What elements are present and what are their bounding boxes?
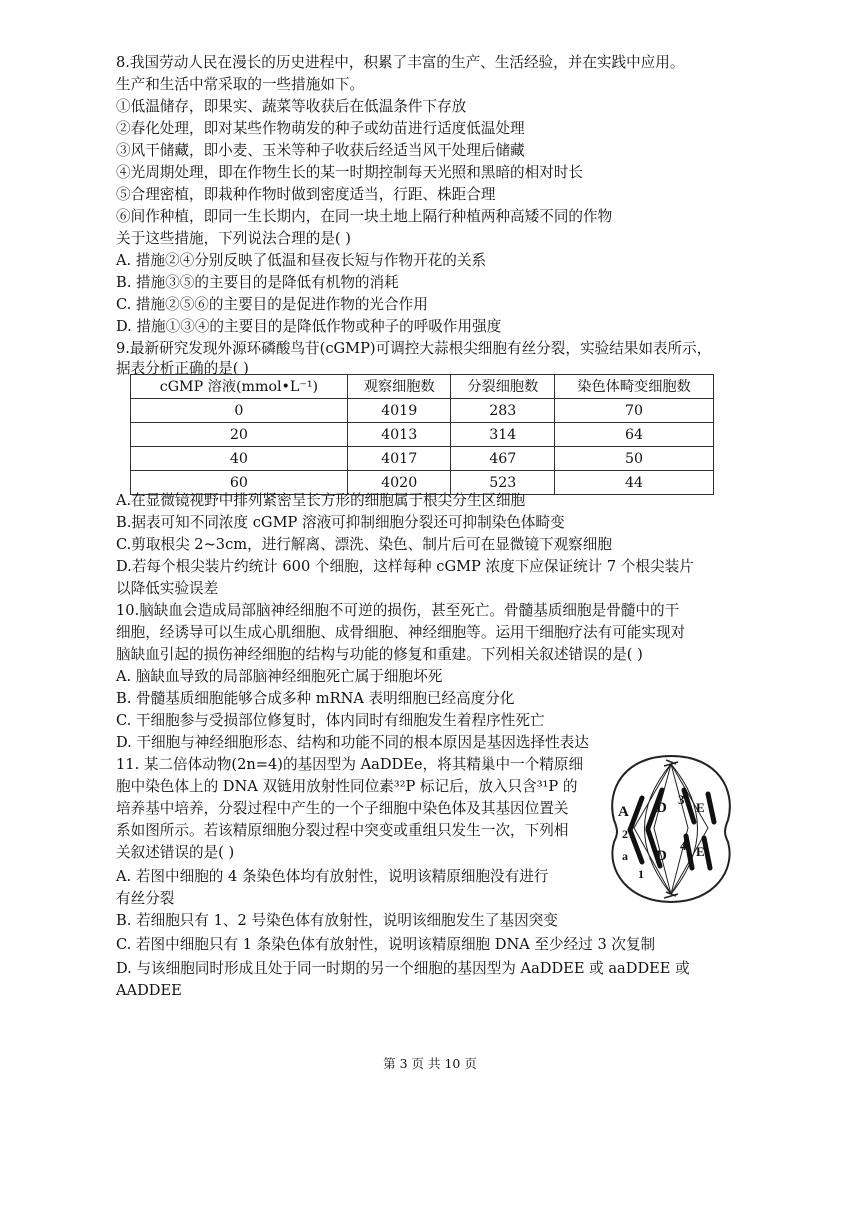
gene-label: 3 <box>678 792 685 807</box>
table-cell: 283 <box>451 399 555 423</box>
page-footer: 第 3 页 共 10 页 <box>383 1056 477 1071</box>
cell-division-figure <box>604 750 738 908</box>
q8-item-4: ④光周期处理，即在作物生长的某一时期控制每天光照和黑暗的相对时长 <box>116 164 584 181</box>
table-header-row <box>131 375 714 399</box>
q11-stem-line-3: 培养基中培养，分裂过程中产生的一个子细胞中染色体及其基因位置关 <box>116 800 569 817</box>
q11-stem-line-5: 关叙述错误的是( ) <box>116 844 235 861</box>
table-header-cell: 染色体畸变细胞数 <box>555 375 714 399</box>
q8-item-2: ②春化处理，即对某些作物萌发的种子或幼苗进行适度低温处理 <box>116 120 525 137</box>
q8-option-d: D. 措施①③④的主要目的是降低作物或种子的呼吸作用强度 <box>116 318 502 335</box>
table-cell: 64 <box>555 423 714 447</box>
q9-option-b: B.据表可知不同浓度 cGMP 溶液可抑制细胞分裂还可抑制染色体畸变 <box>116 514 565 531</box>
gene-label: E <box>696 800 705 815</box>
q8-stem-line-1: 8.我国劳动人民在漫长的历史进程中，积累了丰富的生产、生活经验，并在实践中应用。 <box>116 54 685 71</box>
gene-label: E <box>696 844 705 859</box>
table-header-cell: 分裂细胞数 <box>451 375 555 399</box>
q9-data-table <box>130 374 714 495</box>
chromosome-left-lower <box>630 830 642 862</box>
q11-option-a: A. 若图中细胞的 4 条染色体均有放射性，说明该精原细胞没有进行 <box>116 868 549 885</box>
q9-option-d-cont: 以降低实验误差 <box>116 580 219 597</box>
table-header-cell: cGMP 溶液(mmol•L⁻¹) <box>131 375 348 399</box>
q9-option-a: A.在显微镜视野中排列紧密呈长方形的细胞属于根尖分生区细胞 <box>116 492 526 509</box>
q8-item-1: ①低温储存，即果实、蔬菜等收获后在低温条件下存放 <box>116 98 467 115</box>
q9-stem-line-2: 据表分析正确的是( ) <box>116 360 249 377</box>
q10-stem-line-3: 脑缺血引起的损伤神经细胞的结构与功能的修复和重建。下列相关叙述错误的是( ) <box>116 646 643 663</box>
gene-label: a <box>622 849 628 863</box>
gene-label: D <box>656 800 667 816</box>
q10-stem-line-2: 细胞，经诱导可以生成心肌细胞、成骨细胞、神经细胞等。运用干细胞疗法有可能实现对 <box>116 624 686 641</box>
table-header-cell: 观察细胞数 <box>347 375 451 399</box>
q8-question: 关于这些措施，下列说法合理的是( ) <box>116 230 351 247</box>
table-cell: 40 <box>131 447 348 471</box>
table-cell: 467 <box>451 447 555 471</box>
q9-option-d: D.若每个根尖装片约统计 600 个细胞，这样每种 cGMP 浓度下应保证统计 7 个根尖装片 <box>116 558 694 575</box>
q10-stem-line-1: 10.脑缺血会造成局部脑神经细胞不可逆的损伤，甚至死亡。骨髓基质细胞是骨髓中的干 <box>116 602 680 619</box>
gene-label: 4 <box>680 838 687 853</box>
table-cell: 4013 <box>347 423 451 447</box>
q11-option-d-cont: AADDEE <box>116 982 182 999</box>
chromosome-far-right-upper <box>708 794 714 822</box>
gene-label: 2 <box>622 827 628 841</box>
cell-diagram-svg <box>604 750 738 908</box>
table-cell: 314 <box>451 423 555 447</box>
table-cell: 70 <box>555 399 714 423</box>
table-cell: 523 <box>451 471 555 495</box>
q11-stem-line-2: 胞中染色体上的 DNA 双链用放射性同位素³²P 标记后，放入只含³¹P 的 <box>116 778 578 795</box>
table-row <box>131 399 714 423</box>
table-cell: 4019 <box>347 399 451 423</box>
q11-stem-line-4: 系如图所示。若该精原细胞分裂过程中突变或重组只发生一次，下列相 <box>116 822 569 839</box>
gene-label: A <box>618 804 629 820</box>
q8-item-6: ⑥间作种植，即同一生长期内，在同一块土地上隔行种植两种高矮不同的作物 <box>116 208 613 225</box>
q8-option-a: A. 措施②④分别反映了低温和昼夜长短与作物开花的关系 <box>116 252 487 269</box>
q11-stem-line-1: 11. 某二倍体动物(2n=4)的基因型为 AaDDEe，将其精巢中一个精原细 <box>116 756 584 773</box>
table-cell: 4020 <box>347 471 451 495</box>
spindle-fibers <box>634 764 708 894</box>
q8-stem-line-2: 生产和生活中常采取的一些措施如下。 <box>116 76 365 93</box>
q11-option-d: D. 与该细胞同时形成且处于同一时期的另一个细胞的基因型为 AaDDEE 或 aaDDEE 或 <box>116 960 690 977</box>
q9-option-c: C.剪取根尖 2~3cm，进行解离、漂洗、染色、制片后可在显微镜下观察细胞 <box>116 536 612 553</box>
q8-option-b: B. 措施③⑤的主要目的是降低有机物的消耗 <box>116 274 399 291</box>
gene-label: 1 <box>638 867 644 881</box>
table-cell: 4017 <box>347 447 451 471</box>
table-cell: 50 <box>555 447 714 471</box>
q11-option-a-cont: 有丝分裂 <box>116 890 175 907</box>
q8-item-5: ⑤合理密植，即栽种作物时做到密度适当，行距、株距合理 <box>116 186 496 203</box>
q10-option-d: D. 干细胞与神经细胞形态、结构和功能不同的根本原因是基因选择性表达 <box>116 734 589 751</box>
table-row <box>131 447 714 471</box>
chromosome-right-lower <box>686 836 692 868</box>
q10-option-a: A. 脑缺血导致的局部脑神经细胞死亡属于细胞坏死 <box>116 668 443 685</box>
q8-option-c: C. 措施②⑤⑥的主要目的是促进作物的光合作用 <box>116 296 428 313</box>
gene-label: D <box>656 848 667 864</box>
q8-item-3: ③风干储藏，即小麦、玉米等种子收获后经适当风干处理后储藏 <box>116 142 525 159</box>
q9-stem-line-1: 9.最新研究发现外源环磷酸鸟苷(cGMP)可调控大蒜根尖细胞有丝分裂，实验结果如表所示， <box>116 340 712 357</box>
q11-option-c: C. 若图中细胞只有 1 条染色体有放射性，说明该精原细胞 DNA 至少经过 3 次复制 <box>116 936 656 953</box>
table-cell: 0 <box>131 399 348 423</box>
chromosome-far-right-lower <box>704 838 710 868</box>
table-cell: 44 <box>555 471 714 495</box>
table-row <box>131 423 714 447</box>
table-cell: 20 <box>131 423 348 447</box>
q10-option-c: C. 干细胞参与受损部位修复时，体内同时有细胞发生着程序性死亡 <box>116 712 545 729</box>
q11-option-b: B. 若细胞只有 1、2 号染色体有放射性，说明该细胞发生了基因突变 <box>116 912 558 929</box>
q10-option-b: B. 骨髓基质细胞能够合成多种 mRNA 表明细胞已经高度分化 <box>116 690 515 707</box>
table-cell: 60 <box>131 471 348 495</box>
